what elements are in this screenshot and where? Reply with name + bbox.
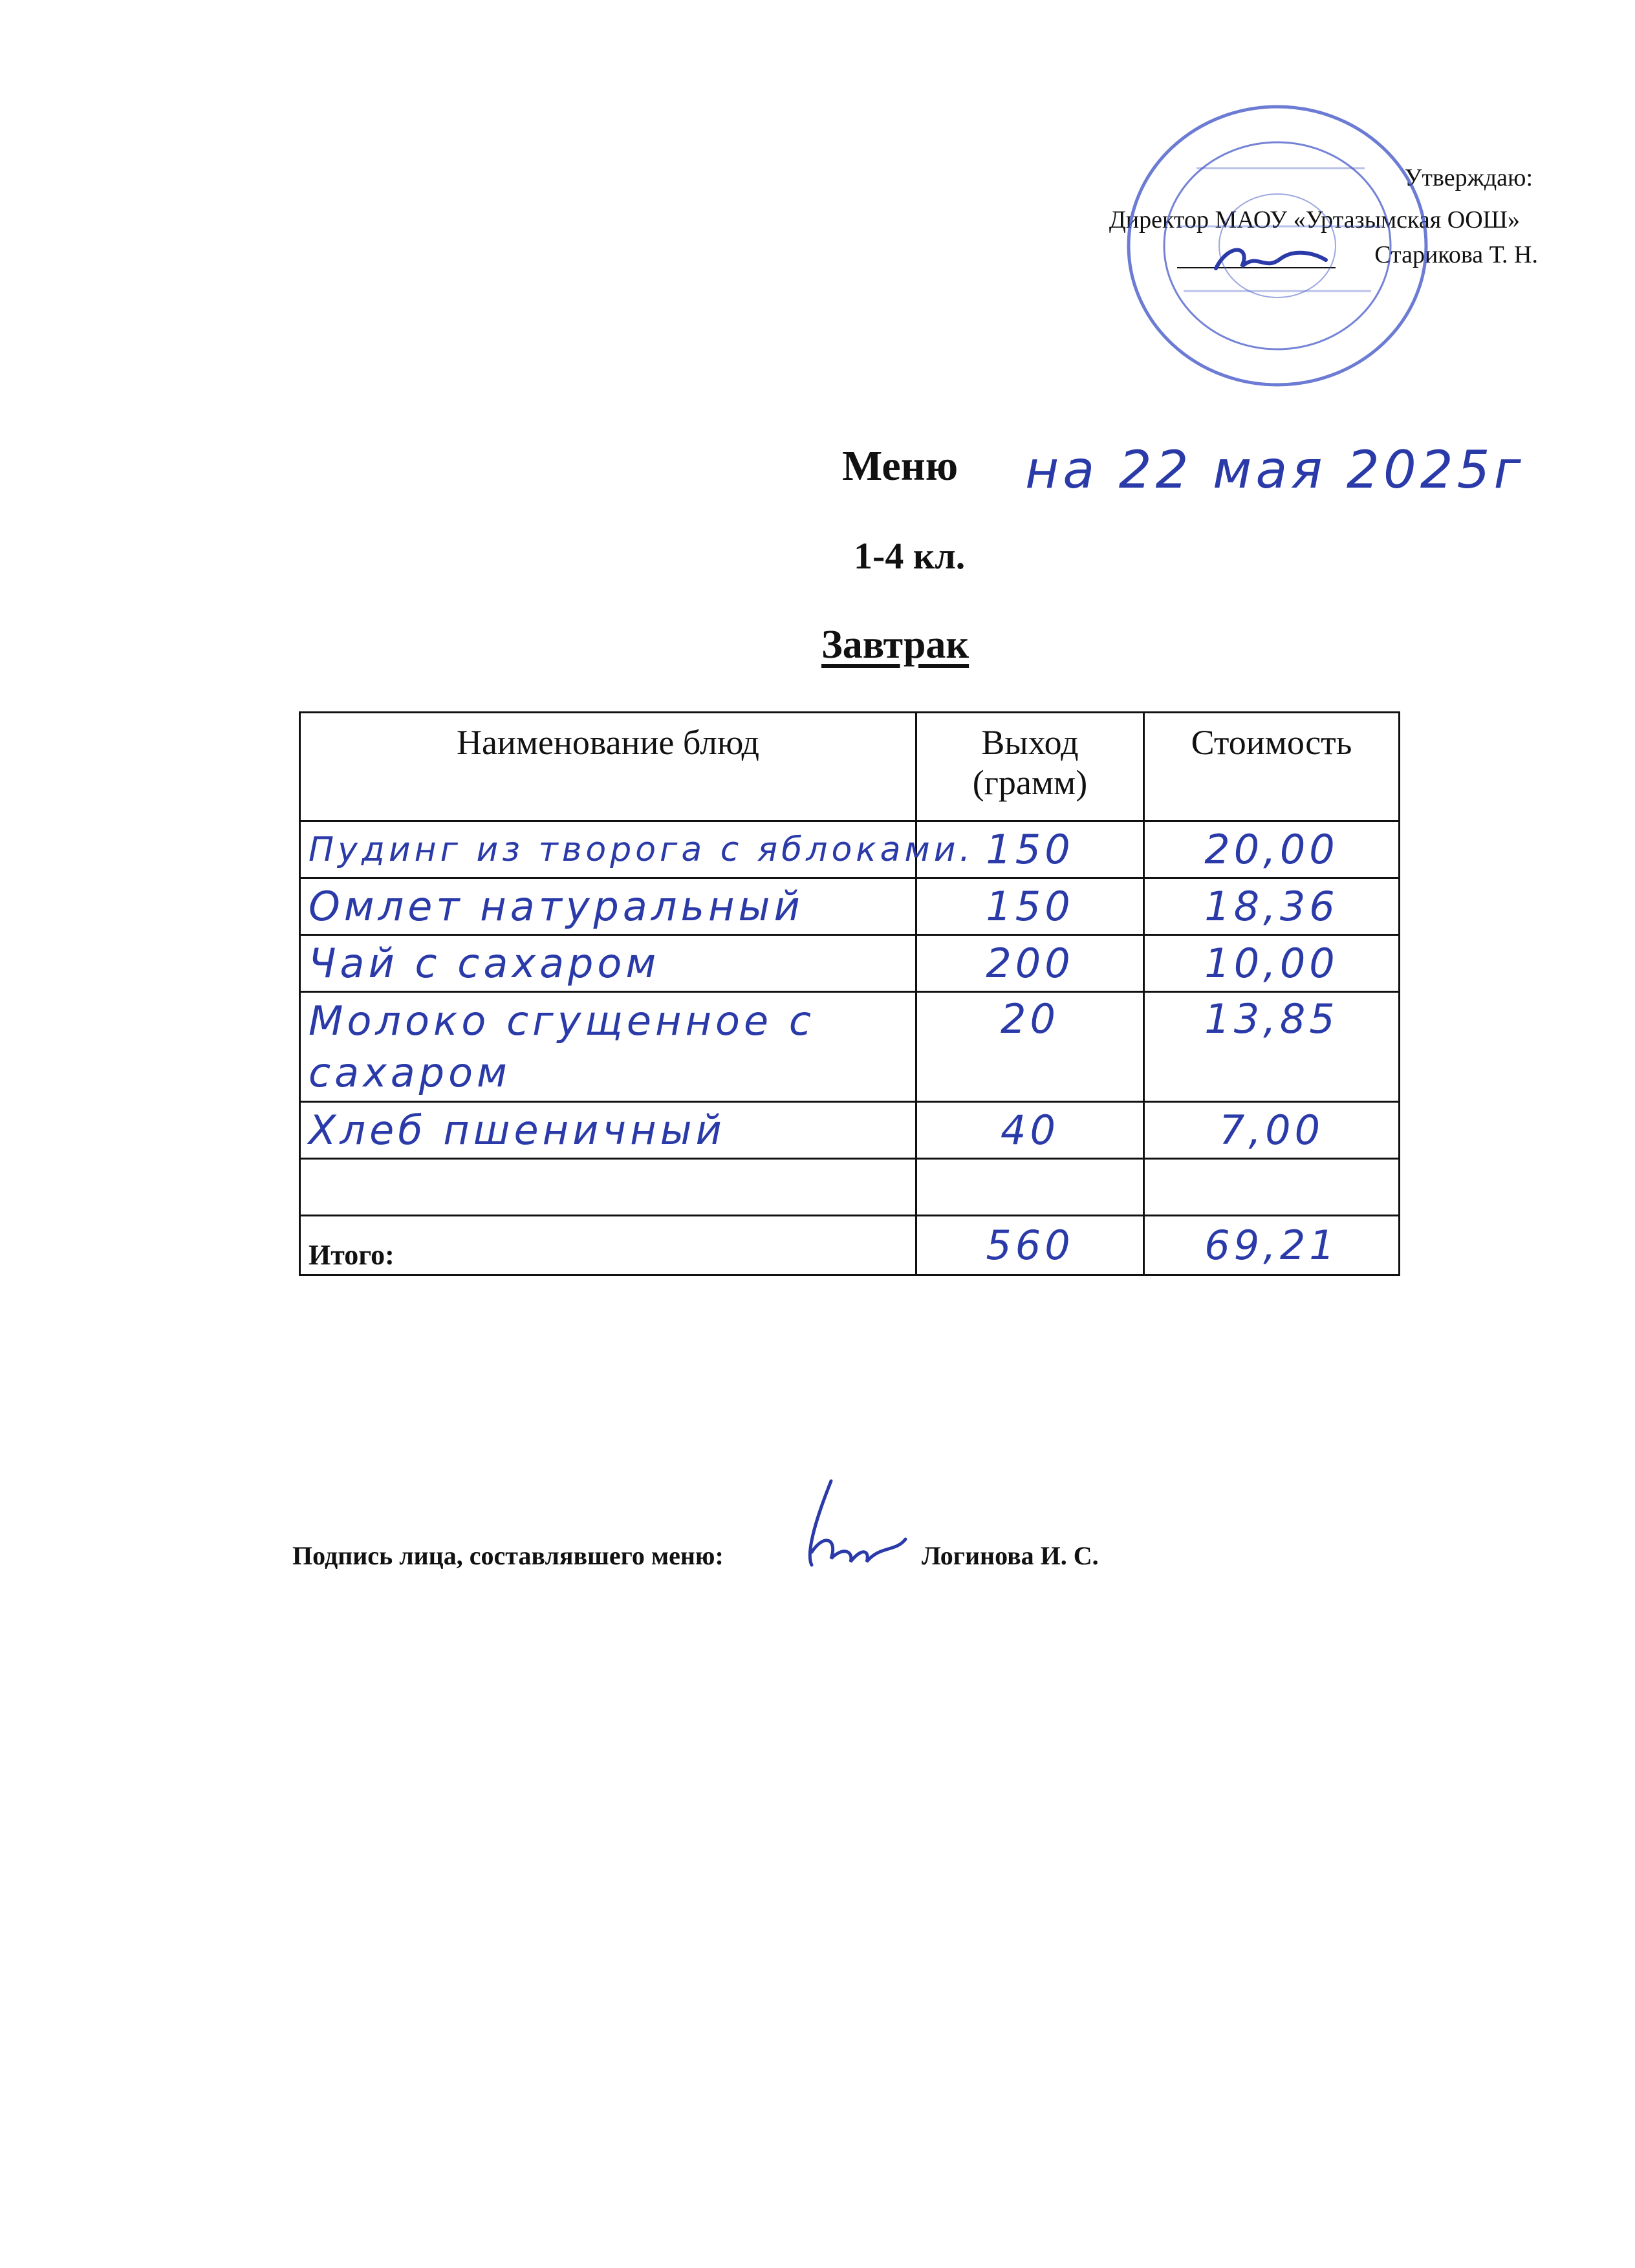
compiler-signature bbox=[792, 1455, 922, 1584]
official-stamp bbox=[1119, 97, 1436, 394]
table-row bbox=[300, 992, 1400, 1102]
weight-cell: 40 bbox=[916, 1102, 1144, 1159]
weight-cell: 200 bbox=[916, 935, 1144, 992]
weight-cell bbox=[916, 1159, 1144, 1216]
table-row bbox=[300, 821, 1400, 878]
approval-position: Директор МАОУ «Уртазымская ООШ» bbox=[1109, 206, 1520, 233]
table-row bbox=[300, 1102, 1400, 1159]
price-cell: 10,00 bbox=[1144, 935, 1400, 992]
menu-table bbox=[299, 711, 1400, 1276]
grade-label: 1-4 кл. bbox=[854, 535, 966, 577]
table-row bbox=[300, 878, 1400, 935]
dish-cell: Омлет натуральный bbox=[300, 878, 916, 935]
meal-title: Завтрак bbox=[821, 623, 969, 667]
dish-cell: Хлеб пшеничный bbox=[300, 1102, 916, 1159]
dish-cell: Чай с сахаром bbox=[300, 935, 916, 992]
price-cell: 18,36 bbox=[1144, 878, 1400, 935]
table-row-empty bbox=[300, 1159, 1400, 1216]
compiler-label: Подпись лица, составлявшего меню: bbox=[292, 1541, 724, 1570]
column-header-price: Стоимость bbox=[1144, 713, 1400, 821]
total-price: 69,21 bbox=[1144, 1216, 1400, 1275]
menu-date: на 22 мая 2025г bbox=[1025, 440, 1525, 500]
dish-cell: Молоко сгущенное с сахаром bbox=[300, 992, 916, 1102]
weight-cell: 150 bbox=[916, 878, 1144, 935]
menu-title: Меню bbox=[842, 442, 958, 490]
table-row bbox=[300, 935, 1400, 992]
dish-cell bbox=[300, 1159, 916, 1216]
column-header-weight: Выход (грамм) bbox=[916, 713, 1144, 821]
price-cell bbox=[1144, 1159, 1400, 1216]
weight-cell: 150 bbox=[916, 821, 1144, 878]
table-header-row bbox=[300, 713, 1400, 821]
price-cell: 7,00 bbox=[1144, 1102, 1400, 1159]
price-cell: 20,00 bbox=[1144, 821, 1400, 878]
total-label: Итого: bbox=[300, 1216, 916, 1275]
total-row bbox=[300, 1216, 1400, 1275]
approval-name: Старикова Т. Н. bbox=[1374, 241, 1538, 268]
weight-cell: 20 bbox=[916, 992, 1144, 1102]
price-cell: 13,85 bbox=[1144, 992, 1400, 1102]
column-header-dish: Наименование блюд bbox=[300, 713, 916, 821]
approval-title: Утверждаю: bbox=[1404, 164, 1533, 191]
compiler-name: Логинова И. С. bbox=[922, 1541, 1099, 1570]
dish-cell: Пудинг из творога с яблоками. bbox=[300, 821, 916, 878]
total-weight: 560 bbox=[916, 1216, 1144, 1275]
